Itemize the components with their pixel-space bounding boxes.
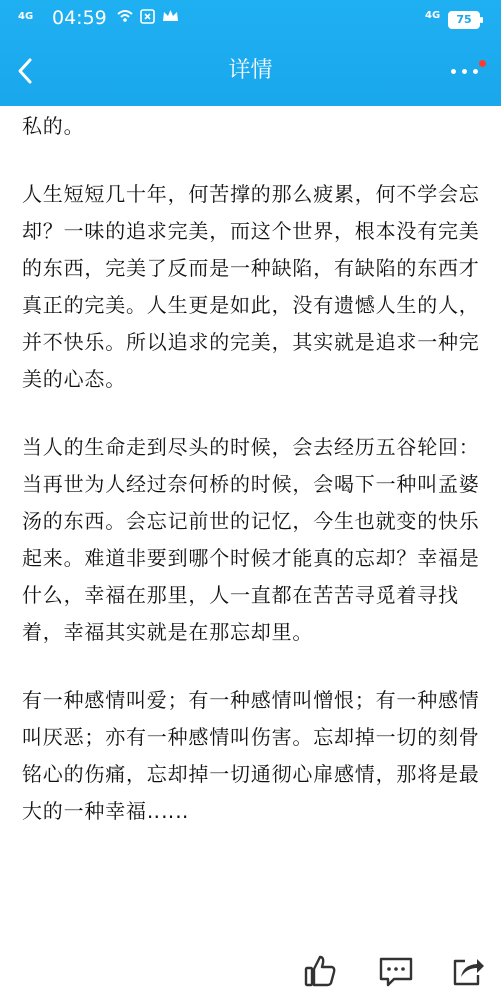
- share-icon: [447, 976, 487, 995]
- article-paragraph: 私的。: [22, 114, 85, 138]
- status-bar: [0, 0, 501, 38]
- article-paragraph: 人生短短几十年，何苦撑的那么疲累，何不学会忘却？一味的追求完美，而这个世界，根本没有完美的东西，完美了反而是一种缺陷，有缺陷的东西才真正的完美。人生更是如此，没有遗憾人生的人，并不快乐。所以追求的完美，其实就是追求一种完美的心态。: [22, 182, 480, 391]
- like-button[interactable]: [300, 951, 340, 991]
- page-title: 详情: [228, 58, 273, 83]
- status-time: 04:59: [52, 7, 107, 29]
- app-header: [0, 0, 501, 106]
- notification-badge: [479, 60, 486, 67]
- nav-bar: [0, 38, 501, 106]
- comment-button[interactable]: [376, 951, 416, 991]
- battery-indicator: 75: [448, 11, 480, 29]
- signal-indicator-right: 4G: [425, 10, 441, 21]
- wifi-icon: [116, 9, 133, 26]
- comment-icon: [376, 976, 416, 995]
- thumbs-up-icon: [300, 976, 340, 995]
- article-paragraph: 当人的生命走到尽头的时候，会去经历五谷轮回：当再世为人经过奈何桥的时候，会喝下一种叫孟婆汤的东西。会忘记前世的记忆，今生也就变的快乐起来。难道非要到哪个时候才能真的忘却？幸福是什么，幸福在那里，人一直都在苦苦寻觅着寻找着，幸福其实就是在那忘却里。: [22, 435, 480, 644]
- article-content: [22, 106, 484, 830]
- share-button[interactable]: [447, 951, 487, 991]
- bottom-action-bar: [0, 945, 501, 1000]
- screenshot-icon: [139, 9, 156, 26]
- article-paragraph: 有一种感情叫爱；有一种感情叫憎恨；有一种感情叫厌恶；亦有一种感情叫伤害。忘却掉一切的刻骨铭心的伤痛，忘却掉一切通彻心扉感情，那将是最大的一种幸福‥‥‥: [22, 688, 480, 823]
- crown-icon: [162, 9, 179, 26]
- more-button[interactable]: [448, 56, 484, 86]
- signal-indicator: 4G: [18, 11, 34, 22]
- status-icons: [116, 9, 179, 26]
